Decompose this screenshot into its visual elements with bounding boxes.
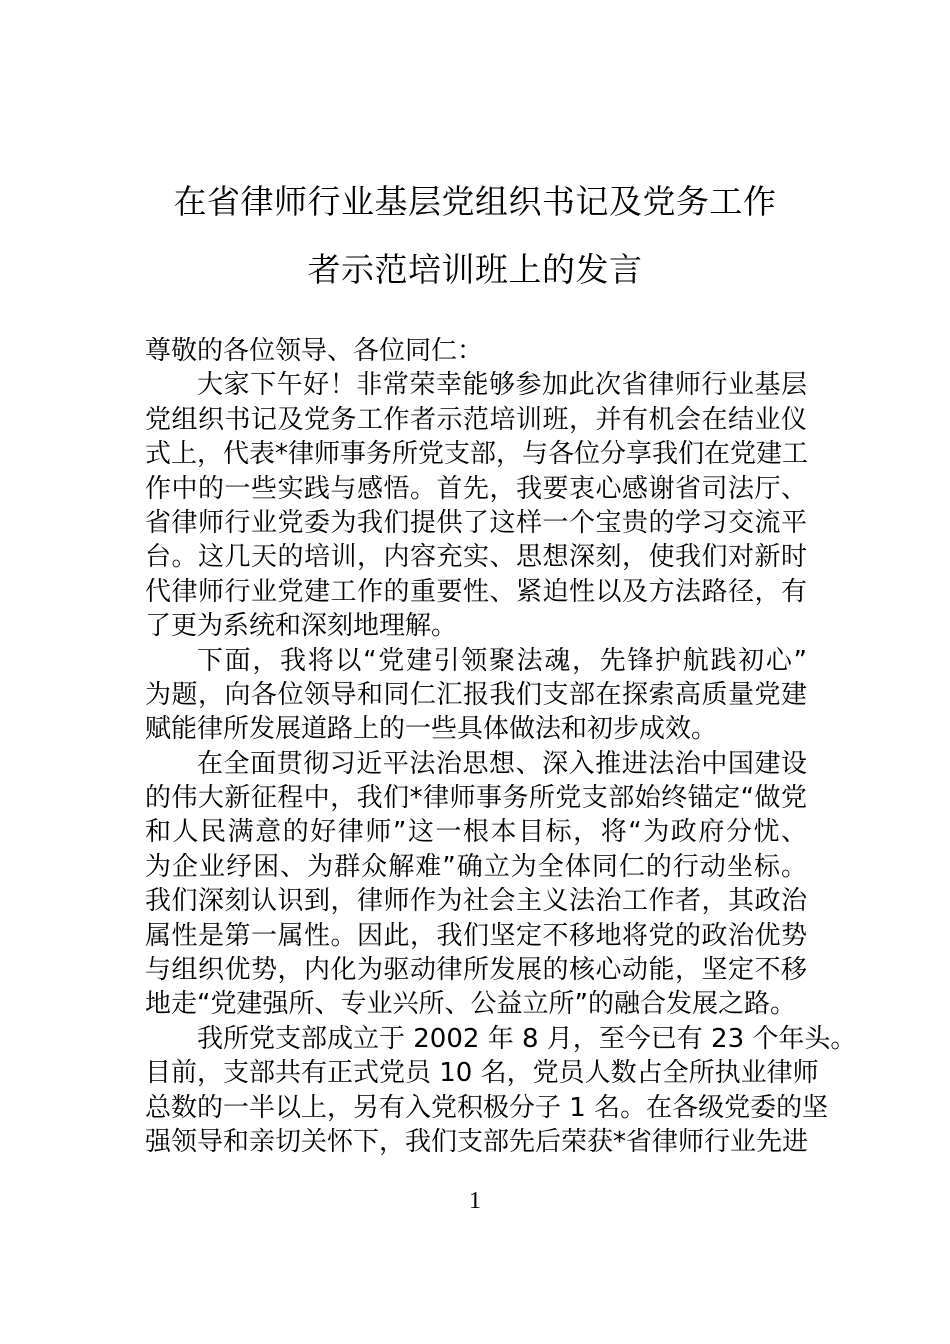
document-title-line-2: 者示范培训班上的发言 xyxy=(307,250,643,289)
paragraph-line: 强领导和亲切关怀下，我们支部先后荣获*省律师行业先进 xyxy=(145,1126,809,1157)
paragraph-line: 省律师行业党委为我们提供了这样一个宝贵的学习交流平 xyxy=(145,507,807,538)
paragraph-line: 为题，向各位领导和同仁汇报我们支部在探索高质量党建 xyxy=(145,679,807,710)
page-number: 1 xyxy=(469,1188,481,1214)
paragraph-line: 为企业纾困、为群众解难”确立为全体同仁的行动坐标。 xyxy=(145,851,807,882)
paragraph-line: 在全面贯彻习近平法治思想、深入推进法治中国建设 xyxy=(197,748,807,779)
paragraph-line: 的伟大新征程中，我们*律师事务所党支部始终锚定“做党 xyxy=(145,783,807,814)
paragraph-line: 地走“党建强所、专业兴所、公益立所”的融合发展之路。 xyxy=(145,989,796,1020)
paragraph-line: 台。这几天的培训，内容充实、思想深刻，使我们对新时 xyxy=(145,542,807,573)
paragraph-line: 我们深刻认识到，律师作为社会主义法治工作者，其政治 xyxy=(145,886,807,917)
paragraph-line: 与组织优势，内化为驱动律所发展的核心动能，坚定不移 xyxy=(145,955,807,986)
paragraph-line: 属性是第一属性。因此，我们坚定不移地将党的政治优势 xyxy=(145,920,807,951)
document-body xyxy=(145,334,857,1159)
paragraph-line: 党组织书记及党务工作者示范培训班，并有机会在结业仪 xyxy=(145,404,807,435)
salutation: 尊敬的各位领导、各位同仁： xyxy=(145,336,484,366)
paragraph-line: 作中的一些实践与感悟。首先，我要衷心感谢省司法厅、 xyxy=(145,473,807,504)
paragraph-line: 了更为系统和深刻地理解。 xyxy=(145,611,458,642)
paragraph-line: 总数的一半以上，另有入党积极分子 1 名。在各级党委的坚 xyxy=(145,1092,829,1123)
paragraph-line: 式上，代表*律师事务所党支部，与各位分享我们在党建工 xyxy=(145,439,809,470)
paragraph-line: 赋能律所发展道路上的一些具体做法和初步成效。 xyxy=(145,714,718,745)
paragraph-line: 下面，我将以“党建引领聚法魂，先锋护航践初心” xyxy=(197,645,807,676)
document-title-line-1: 在省律师行业基层党组织书记及党务工作 xyxy=(173,182,777,221)
paragraph-line: 目前，支部共有正式党员 10 名，党员人数占全所执业律师 xyxy=(145,1058,819,1089)
paragraph-line: 我所党支部成立于 2002 年 8 月，至今已有 23 个年头。 xyxy=(197,1023,857,1054)
paragraph-line: 代律师行业党建工作的重要性、紧迫性以及方法路径，有 xyxy=(145,576,807,607)
paragraph-line: 大家下午好！非常荣幸能够参加此次省律师行业基层 xyxy=(197,370,807,401)
paragraph-line: 和人民满意的好律师”这一根本目标，将“为政府分忧、 xyxy=(145,817,807,848)
